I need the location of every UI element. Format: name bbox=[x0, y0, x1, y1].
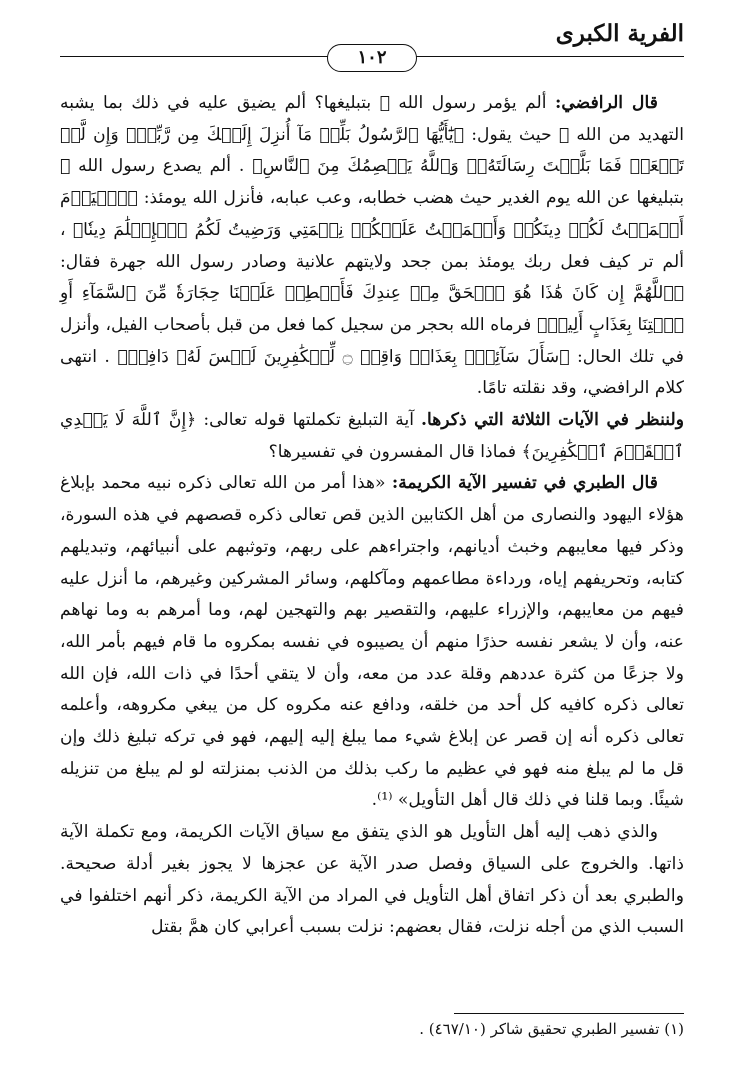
footnote-rule bbox=[454, 1013, 684, 1014]
paragraph-lead: قال الرافضي: bbox=[555, 93, 658, 113]
body-text bbox=[60, 88, 684, 944]
paragraph-tawil bbox=[60, 817, 684, 944]
paragraph-lead: ولننظر في الآيات الثلاثة التي ذكرها. bbox=[421, 410, 685, 431]
paragraph-text: آية التبليغ تكملتها قوله تعالى: ﴿إِنَّ ٱللَّهَ لَا يَهۡدِي ٱلۡقَوۡمَ ٱلۡكَٰفِرِينَ﴾ فماذا قال المفسرون في تفسيرها؟ bbox=[60, 410, 684, 462]
paragraph-text: «هذا أمر من الله تعالى ذكره نبيه محمد بإبلاغ هؤلاء اليهود والنصارى من أهل الكتابين الذين قص تعالى ذكره قصصهم في هذه السورة، وذكر فيها معايبهم وخبث أديانهم، واجتراءهم على ربهم، وتوثبهم على أنبيائهم، وتبديلهم كتابه، وتحريفهم إياه، ورداءة مطاعمهم ومآكلهم، وسائر المشركين وغيرهم، ما أنزل عليه فيهم من معايبهم، والإزراء عليهم، والتقصير بهم والتهجين لهم، وما أمرهم به وما نهاهم عنه، وأن لا يشعر نفسه حذرًا منهم أن يصيبوه في نفسه بمكروه ما قام فيهم بأمر الله، ولا جزعًا من كثرة عددهم وقلة عدد من معه، وأن لا يتقي أحدًا في ذات الله، فإن الله تعالى ذكره كافيه كل أحد من خلقه، ودافع عنه مكروه كل من يبغي مكروهه، وأعلمه تعالى ذكره أنه إن قصر عن إبلاغ شيء مما يبلغ إليه إليهم، فهو في تركه تبليغ ذلك وإن قل ما لم يبلغ منه فهو في عظيم ما ركب بذلك من الذنب بمنزلته لو لم يبلغ من تنزيله شيئًا. وبما قلنا في ذلك قال أهل التأويل» ⁽¹⁾. bbox=[60, 473, 684, 811]
running-title: الفرية الكبرى bbox=[555, 20, 684, 47]
paragraph-three-verses bbox=[60, 405, 684, 468]
footnote: (١) تفسير الطبري تحقيق شاكر (٤٦٧/١٠) . bbox=[419, 1020, 684, 1038]
paragraph-tabari bbox=[60, 468, 684, 817]
paragraph-text: والذي ذهب إليه أهل التأويل هو الذي يتفق مع سياق الآيات الكريمة، ومع تكملة الآية ذاتها. والخروج على السياق وفصل صدر الآية عن عجزها لا يجوز بغير أدلة صحيحة. والطبري بعد أن ذكر اتفاق أهل التأويل في المراد من الآية الكريمة، ذكر أنهم اختلفوا في السبب الذي من أجله نزلت، فقال بعضهم: نزلت بسبب أعرابي كان همَّ بقتل bbox=[60, 822, 684, 938]
paragraph-text: ألم يؤمر رسول الله ﷺ بتبليغها؟ ألم يضيق عليه في ذلك بما يشبه التهديد من الله ﷻ حيث يقول: ﴿يَٰٓأَيُّهَا ٱلرَّسُولُ بَلِّغۡ مَآ أُنزِلَ إِلَيۡكَ مِن رَّبِّكَۖ وَإِن لَّمۡ تَفۡعَلۡ فَمَا بَلَّغۡتَ رِسَالَتَهُۥۚ وَٱللَّهُ يَعۡصِمُكَ مِنَ ٱلنَّاسِ﴾ . ألم يصدع رسول الله ﷺ بتبليغها عن الله يوم الغدير حيث هضب خطابه، وعب عبابه، فأنزل الله يومئذ: ﴿ٱلۡيَوۡمَ أَكۡمَلۡتُ لَكُمۡ دِينَكُمۡ وَأَتۡمَمۡتُ عَلَيۡكُمۡ نِعۡمَتِي وَرَضِيتُ لَكُمُ ٱلۡإِسۡلَٰمَ دِينٗا﴾ ، ألم تر كيف فعل ربك يومئذ بمن جحد ولايتهم علانية وصادر رسول الله جهرة فقال: ﴿ٱللَّهُمَّ إِن كَانَ هَٰذَا هُوَ ٱلۡحَقَّ مِنۡ عِندِكَ فَأَمۡطِرۡ عَلَيۡنَا حِجَارَةٗ مِّنَ ٱلسَّمَآءِ أَوِ ٱئۡتِنَا بِعَذَابٍ أَلِيمٖ﴾ فرماه الله بحجر من سجيل كما فعل من قبل بأصحاب الفيل، وأنزل في تلك الحال: ﴿سَأَلَ سَآئِلُۢ بِعَذَابٖ وَاقِعٖ ۝ لِّلۡكَٰفِرِينَ لَيۡسَ لَهُۥ دَافِعٞ﴾ . انتهى كلام الرافضي، وقد نقلته تامًا. bbox=[60, 93, 684, 399]
paragraph-rafidi-quote bbox=[60, 88, 684, 405]
page-number: ١٠٢ bbox=[327, 44, 417, 72]
paragraph-lead: قال الطبري في تفسير الآية الكريمة: bbox=[391, 473, 658, 494]
